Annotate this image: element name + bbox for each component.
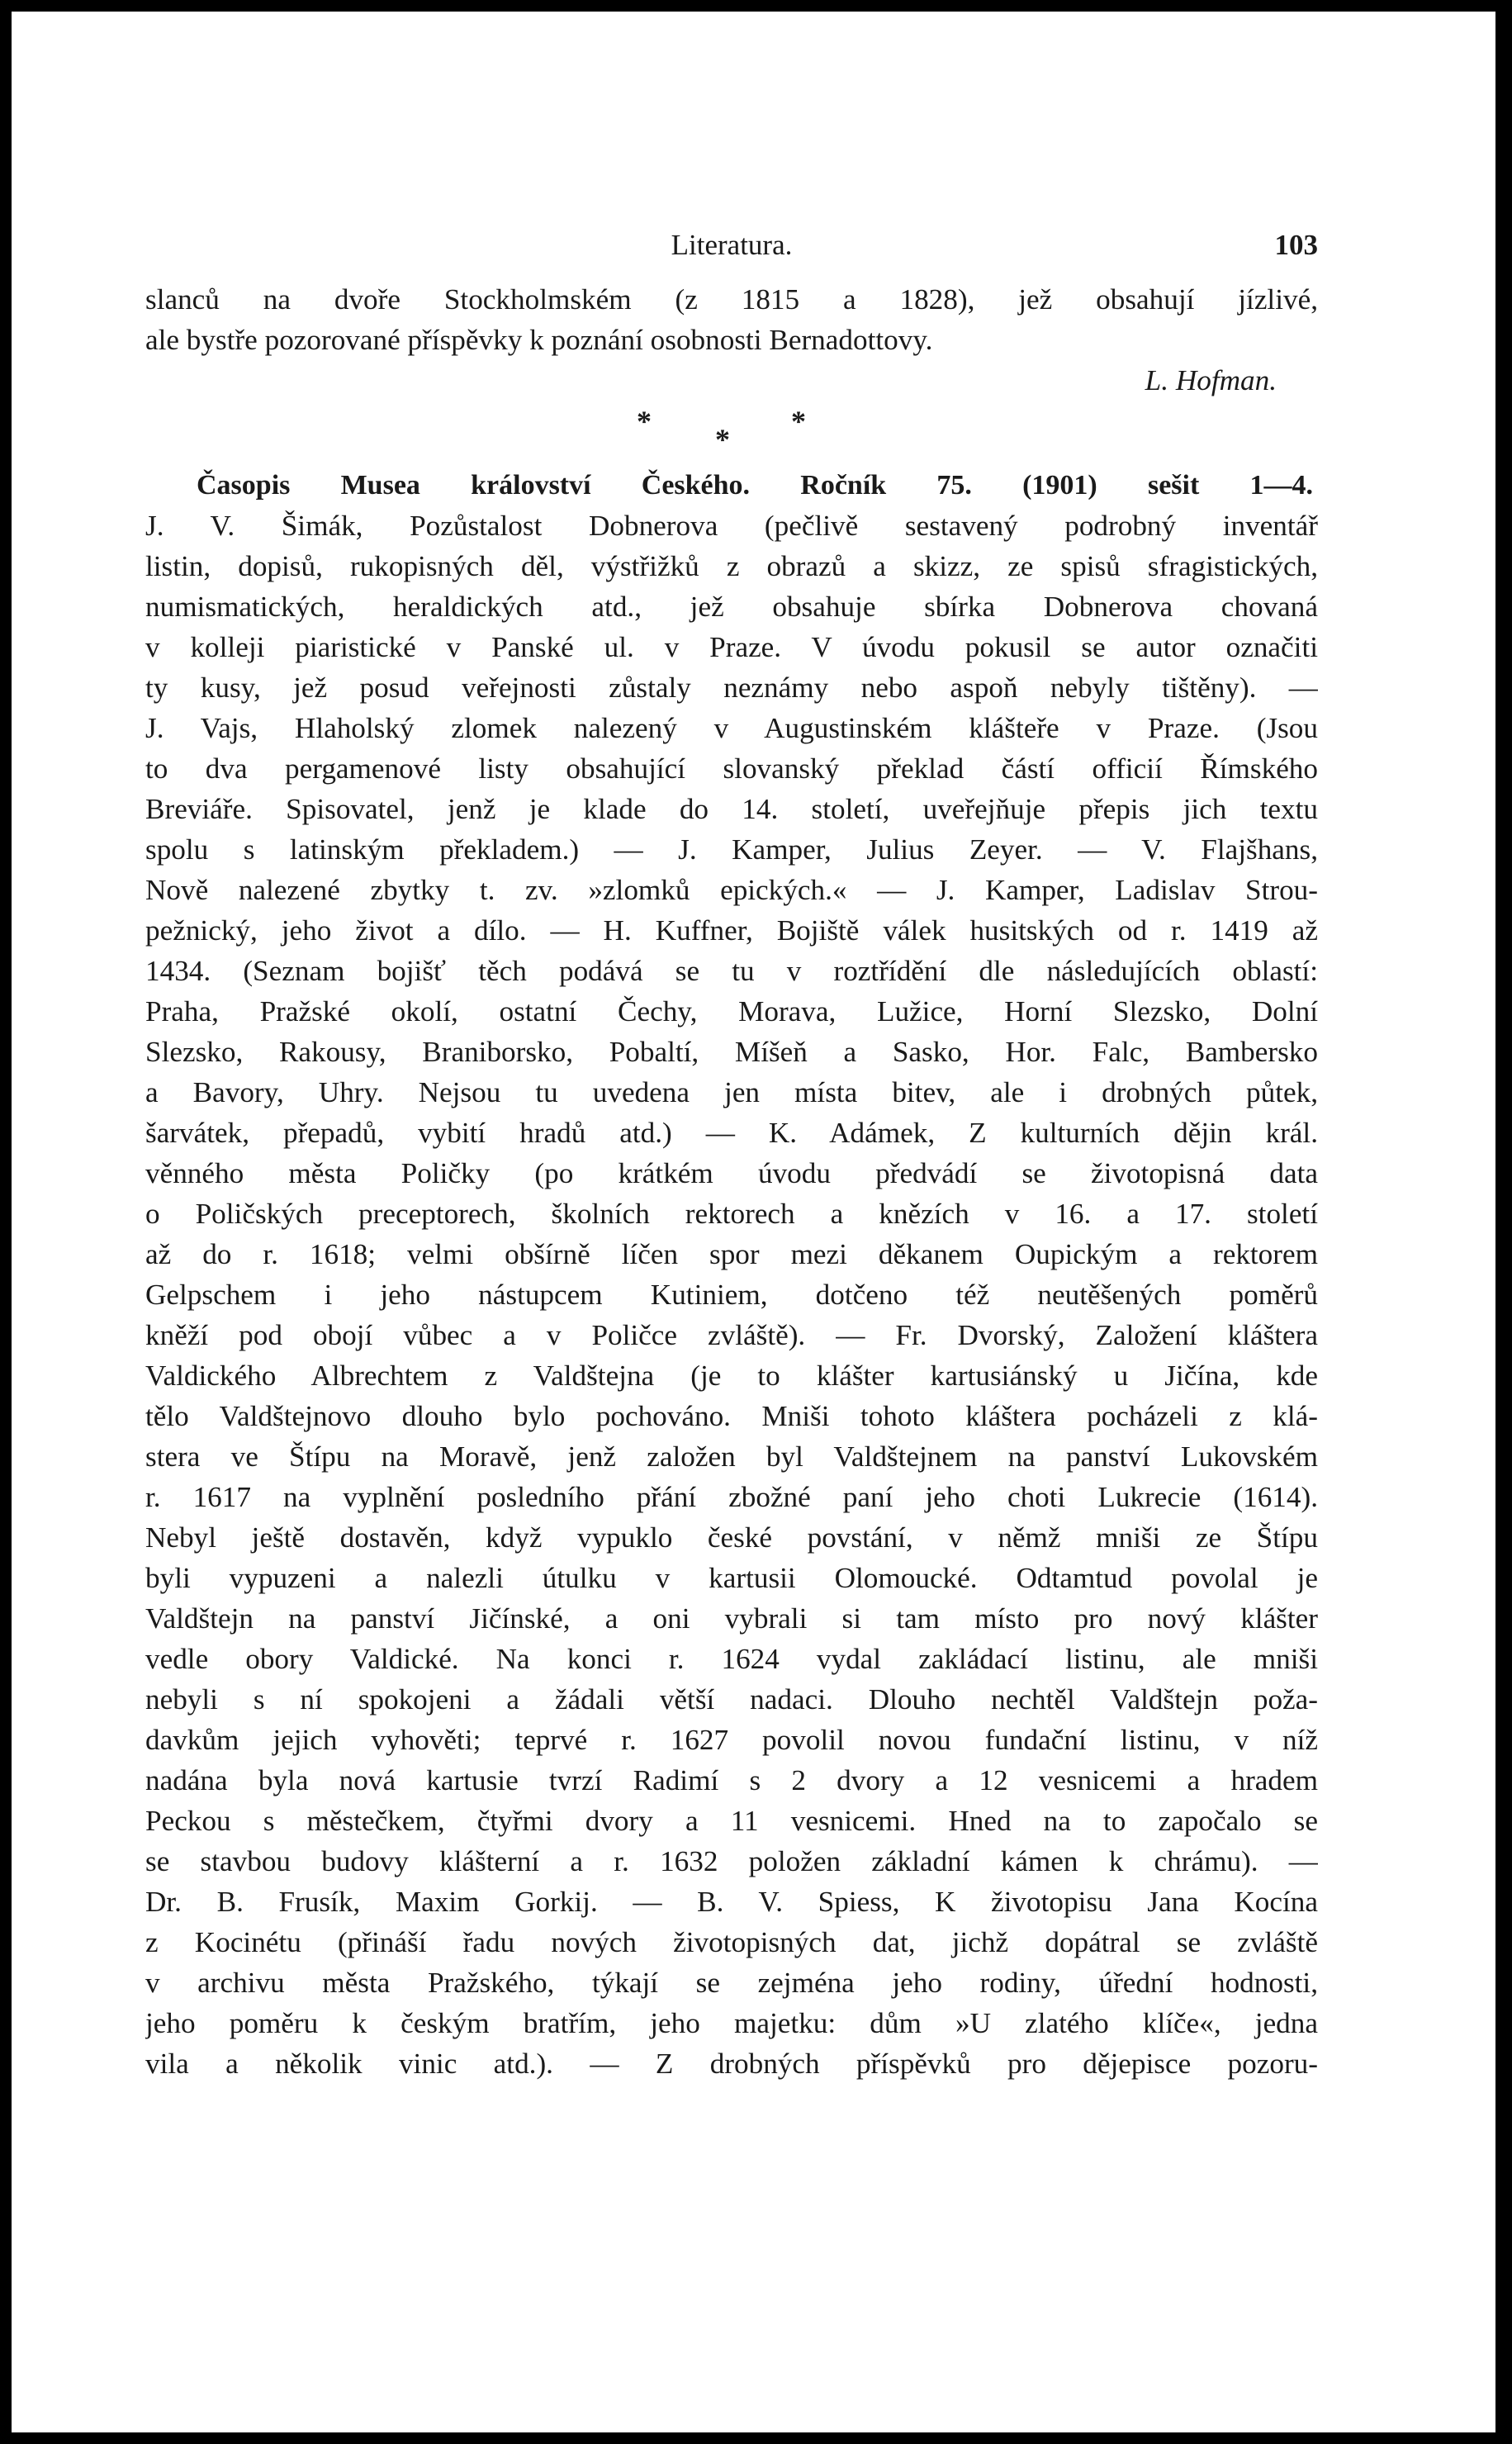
text-line: Praha, Pražské okolí, ostatní Čechy, Morava, Lužice, Horní Slezsko, Dolní xyxy=(145,995,1318,1027)
text-line: až do r. 1618; velmi obšírně líčen spor mezi děkanem Oupickým a rektorem xyxy=(145,1238,1318,1270)
text-block xyxy=(145,208,1318,2084)
book-page xyxy=(12,12,1495,2432)
text-line: vila a několik vinic atd.). — Z drobných příspěvků pro dějepisce pozoru- xyxy=(145,2048,1318,2080)
text-line: Valdštejn na panství Jičínské, a oni vybrali si tam místo pro nový klášter xyxy=(145,1602,1318,1635)
text-line: davkům jejich vyhověti; teprvé r. 1627 povolil novou fundační listinu, v níž xyxy=(145,1724,1318,1756)
text-line: a Bavory, Uhry. Nejsou tu uvedena jen místa bitev, ale i drobných půtek, xyxy=(145,1076,1318,1108)
body-paragraph xyxy=(145,505,1318,2084)
text-line: stera ve Štípu na Moravě, jenž založen byl Valdštejnem na panství Lukovském xyxy=(145,1440,1318,1473)
section-heading: Časopis Musea království Českého. Ročník 75. (1901) sešit 1—4. xyxy=(197,470,1313,501)
page-number: 103 xyxy=(1274,229,1318,261)
text-line: nadána byla nová kartusie tvrzí Radimí s 2 dvory a 12 vesnicemi a hradem xyxy=(145,1764,1318,1796)
text-line: v archivu města Pražského, týkají se zejména jeho rodiny, úřední hodnosti, xyxy=(145,1967,1318,1999)
text-line: J. V. Šimák, Pozůstalost Dobnerova (pečlivě sestavený podrobný inventář xyxy=(145,510,1318,542)
text-line: ale bystře pozorované příspěvky k poznání osobnosti Bernadottovy. xyxy=(145,324,933,356)
text-line: pežnický, jeho život a dílo. — H. Kuffner, Bojiště válek husitských od r. 1419 až xyxy=(145,914,1318,947)
text-line: ty kusy, jež posud veřejnosti zůstaly neznámy nebo aspoň nebyly tištěny). — xyxy=(145,672,1318,704)
text-line: v kolleji piaristické v Panské ul. v Praze. V úvodu pokusil se autor označiti xyxy=(145,631,1318,663)
text-line: slanců na dvoře Stockholmském (z 1815 a 1828), jež obsahují jízlivé, xyxy=(145,283,1318,316)
text-line: věnného města Poličky (po krátkém úvodu předvádí se životopisná data xyxy=(145,1157,1318,1189)
text-line: se stavbou budovy klášterní a r. 1632 položen základní kámen k chrámu). — xyxy=(145,1845,1318,1877)
text-line: numismatických, heraldických atd., jež obsahuje sbírka Dobnerova chovaná xyxy=(145,591,1318,623)
text-line: šarvátek, přepadů, vybití hradů atd.) — K. Adámek, Z kulturních dějin král. xyxy=(145,1117,1318,1149)
text-line: Slezsko, Rakousy, Braniborsko, Pobaltí, Míšeň a Sasko, Hor. Falc, Bambersko xyxy=(145,1036,1318,1068)
text-line: Breviáře. Spisovatel, jenž je klade do 14. století, uveřejňuje přepis jich textu xyxy=(145,793,1318,825)
text-line: Peckou s městečkem, čtyřmi dvory a 11 vesnicemi. Hned na to započalo se xyxy=(145,1805,1318,1837)
text-line: Dr. B. Frusík, Maxim Gorkij. — B. V. Spiess, K životopisu Jana Kocína xyxy=(145,1886,1318,1918)
signature: L. Hofman. xyxy=(1145,364,1277,396)
text-line: Gelpschem i jeho nástupcem Kutiniem, dotčeno též neutěšených poměrů xyxy=(145,1279,1318,1311)
text-line: byli vypuzeni a nalezli útulku v kartusii Olomoucké. Odtamtud povolal je xyxy=(145,1562,1318,1594)
text-line: nebyli s ní spokojeni a žádali větší nadaci. Dlouho nechtěl Valdštejn poža- xyxy=(145,1683,1318,1716)
text-line: Nově nalezené zbytky t. zv. »zlomků epických.« — J. Kamper, Ladislav Strou- xyxy=(145,874,1318,906)
running-title: Literatura. xyxy=(671,229,793,261)
text-line: Valdického Albrechtem z Valdštejna (je to klášter kartusiánský u Jičína, kde xyxy=(145,1360,1318,1392)
text-line: Nebyl ještě dostavěn, když vypuklo české povstání, v němž mniši ze Štípu xyxy=(145,1521,1318,1554)
text-line: J. Vajs, Hlaholský zlomek nalezený v Augustinském klášteře v Praze. (Jsou xyxy=(145,712,1318,744)
text-line: r. 1617 na vyplnění posledního přání zbožné paní jeho choti Lukrecie (1614). xyxy=(145,1481,1318,1513)
text-line: tělo Valdštejnovo dlouho bylo pochováno. Mniši tohoto kláštera pocházeli z klá- xyxy=(145,1400,1318,1432)
text-line: vedle obory Valdické. Na konci r. 1624 vydal zakládací listinu, ale mniši xyxy=(145,1643,1318,1675)
text-line: 1434. (Seznam bojišť těch podává se tu v roztřídění dle následujících oblastí: xyxy=(145,955,1318,987)
text-line: to dva pergamenové listy obsahující slovanský překlad částí officií Římského xyxy=(145,752,1318,785)
text-line: o Poličských preceptorech, školních rektorech a knězích v 16. a 17. století xyxy=(145,1198,1318,1230)
asterisk: * xyxy=(637,405,652,438)
section-separator xyxy=(145,401,1318,465)
text-line: jeho poměru k českým bratřím, jeho majetku: dům »U zlatého klíče«, jedna xyxy=(145,2007,1318,2039)
running-head xyxy=(145,208,1318,279)
text-line: listin, dopisů, rukopisných děl, výstřižků z obrazů a skizz, ze spisů sfragistických, xyxy=(145,550,1318,582)
asterisk: * xyxy=(791,405,806,438)
text-line: z Kocinétu (přináší řadu nových životopisných dat, jichž dopátral se zvláště xyxy=(145,1926,1318,1958)
text-line: spolu s latinským překladem.) — J. Kamper, Julius Zeyer. — V. Flajšhans, xyxy=(145,833,1318,866)
text-line: kněží pod obojí vůbec a v Poličce zvláště). — Fr. Dvorský, Založení kláštera xyxy=(145,1319,1318,1351)
asterisk: * xyxy=(715,423,730,456)
